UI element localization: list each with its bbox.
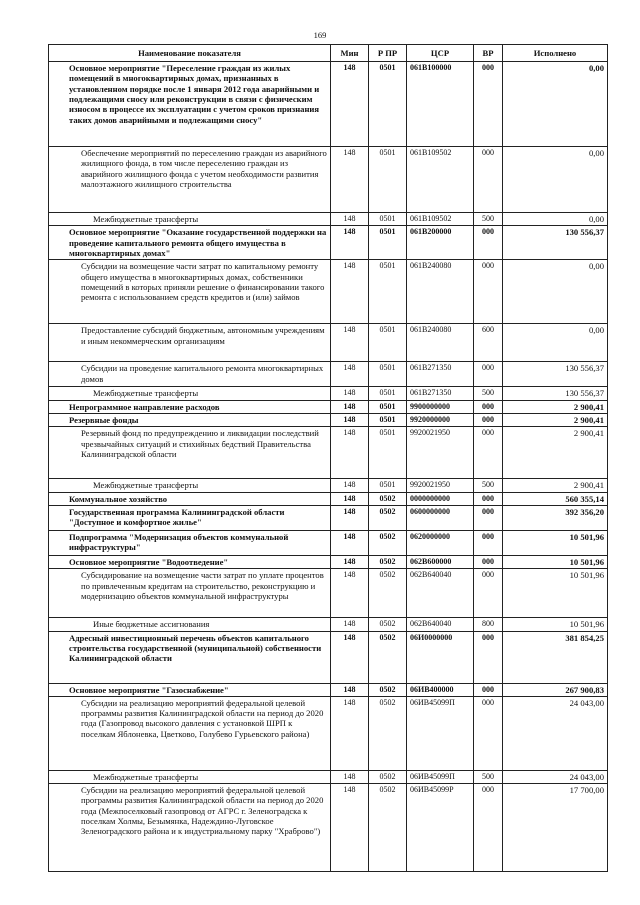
row-min: 148 [331, 555, 369, 568]
row-vr: 000 [474, 362, 503, 387]
row-min: 148 [331, 696, 369, 770]
row-min: 148 [331, 569, 369, 618]
row-rpr: 0502 [369, 683, 407, 696]
row-csr: 061B271350 [407, 362, 474, 387]
row-name: Основное мероприятие "Переселение граждан из жилых помещений в многоквартирных домах, признанных в установленном порядке после 1 января 2012 года аварийными и подлежащими сносу или реконструкции в связи с физическим износом в процессе их эксплуатации с учетом сроков признания таких домов аварийными и подлежащими сносу" [49, 62, 331, 147]
row-vr: 000 [474, 555, 503, 568]
row-csr: 06ИВ400000 [407, 683, 474, 696]
table-header-row [49, 45, 608, 62]
table-row [49, 260, 608, 324]
row-min: 148 [331, 387, 369, 400]
row-rpr: 0502 [369, 618, 407, 631]
row-amount: 130 556,37 [503, 387, 608, 400]
table-row [49, 696, 608, 770]
row-rpr: 0501 [369, 260, 407, 324]
row-min: 148 [331, 492, 369, 505]
table-row [49, 569, 608, 618]
table-row [49, 770, 608, 783]
row-rpr: 0502 [369, 631, 407, 683]
row-rpr: 0501 [369, 324, 407, 362]
header-vr: ВР [474, 45, 503, 62]
row-rpr: 0501 [369, 226, 407, 260]
row-min: 148 [331, 479, 369, 492]
row-amount: 0,00 [503, 324, 608, 362]
row-csr: 062B640040 [407, 618, 474, 631]
row-min: 148 [331, 770, 369, 783]
row-min: 148 [331, 260, 369, 324]
row-name: Государственная программа Калининградской области "Доступное и комфортное жилье" [49, 505, 331, 530]
row-csr: 9920000000 [407, 413, 474, 426]
row-amount: 24 043,00 [503, 696, 608, 770]
row-min: 148 [331, 213, 369, 226]
row-min: 148 [331, 324, 369, 362]
row-amount: 130 556,37 [503, 226, 608, 260]
table-row [49, 213, 608, 226]
row-amount: 10 501,96 [503, 530, 608, 555]
table-row [49, 226, 608, 260]
row-csr: 061B271350 [407, 387, 474, 400]
row-vr: 800 [474, 618, 503, 631]
row-csr: 9900000000 [407, 400, 474, 413]
header-min: Мин [331, 45, 369, 62]
row-rpr: 0502 [369, 505, 407, 530]
row-csr: 061B240080 [407, 260, 474, 324]
table-row [49, 62, 608, 147]
header-amount: Исполнено [503, 45, 608, 62]
row-amount: 560 355,14 [503, 492, 608, 505]
row-amount: 10 501,96 [503, 618, 608, 631]
row-rpr: 0501 [369, 362, 407, 387]
row-min: 148 [331, 362, 369, 387]
row-name: Адресный инвестиционный перечень объектов капитального строительства государственной (муниципальной) собственности Калининградской области [49, 631, 331, 683]
row-vr: 000 [474, 427, 503, 479]
row-min: 148 [331, 530, 369, 555]
row-min: 148 [331, 427, 369, 479]
row-vr: 000 [474, 260, 503, 324]
row-amount: 10 501,96 [503, 569, 608, 618]
row-min: 148 [331, 413, 369, 426]
row-csr: 06ИВ45099П [407, 696, 474, 770]
row-rpr: 0501 [369, 147, 407, 213]
page-number: 169 [313, 30, 327, 40]
row-min: 148 [331, 683, 369, 696]
row-name: Основное мероприятие "Газоснабжение" [49, 683, 331, 696]
row-name: Коммунальное хозяйство [49, 492, 331, 505]
row-name: Подпрограмма "Модернизация объектов коммунальной инфраструктуры" [49, 530, 331, 555]
row-rpr: 0502 [369, 696, 407, 770]
row-amount: 2 900,41 [503, 400, 608, 413]
row-vr: 000 [474, 530, 503, 555]
row-amount: 2 900,41 [503, 427, 608, 479]
row-name: Субсидирование на возмещение части затрат по уплате процентов по привлеченным кредитам на строительство, реконструкцию и модернизацию объектов коммунальной инфраструктуры [49, 569, 331, 618]
row-rpr: 0502 [369, 569, 407, 618]
row-csr: 0620000000 [407, 530, 474, 555]
row-min: 148 [331, 400, 369, 413]
header-name: Наименование показателя [49, 45, 331, 62]
table-row [49, 784, 608, 872]
row-amount: 0,00 [503, 260, 608, 324]
row-csr: 0600000000 [407, 505, 474, 530]
row-amount: 130 556,37 [503, 362, 608, 387]
table-row [49, 492, 608, 505]
row-rpr: 0501 [369, 400, 407, 413]
table-body [49, 62, 608, 872]
row-name: Основное мероприятие "Оказание государственной поддержки на проведение капитального ремонта общего имущества в многоквартирных домах" [49, 226, 331, 260]
row-name: Межбюджетные трансферты [49, 387, 331, 400]
row-amount: 24 043,00 [503, 770, 608, 783]
row-csr: 06ИВ45099Р [407, 784, 474, 872]
row-csr: 0000000000 [407, 492, 474, 505]
row-csr: 061B200000 [407, 226, 474, 260]
row-vr: 500 [474, 387, 503, 400]
budget-table [48, 44, 608, 872]
table-row [49, 505, 608, 530]
row-vr: 000 [474, 492, 503, 505]
row-amount: 2 900,41 [503, 479, 608, 492]
row-vr: 000 [474, 631, 503, 683]
table-row [49, 413, 608, 426]
row-vr: 000 [474, 400, 503, 413]
row-amount: 0,00 [503, 213, 608, 226]
table-row [49, 631, 608, 683]
row-min: 148 [331, 505, 369, 530]
row-amount: 2 900,41 [503, 413, 608, 426]
row-min: 148 [331, 631, 369, 683]
row-vr: 000 [474, 62, 503, 147]
table-row [49, 618, 608, 631]
row-name: Межбюджетные трансферты [49, 479, 331, 492]
table-row [49, 427, 608, 479]
row-vr: 000 [474, 226, 503, 260]
table-row [49, 400, 608, 413]
row-name: Субсидии на реализацию мероприятий федеральной целевой программы развития Калининградской области на период до 2020 года (Газопровод высокого давления с установкой ШРП к поселкам Яблоневка, Цветково, Голубево Гурьевского района) [49, 696, 331, 770]
row-vr: 000 [474, 696, 503, 770]
row-rpr: 0501 [369, 413, 407, 426]
row-rpr: 0501 [369, 62, 407, 147]
table-row [49, 147, 608, 213]
row-vr: 000 [474, 784, 503, 872]
row-name: Непрограммное направление расходов [49, 400, 331, 413]
row-name: Резервные фонды [49, 413, 331, 426]
row-name: Иные бюджетные ассигнования [49, 618, 331, 631]
table-row [49, 324, 608, 362]
row-csr: 06ИВ45099П [407, 770, 474, 783]
table-row [49, 479, 608, 492]
table-row [49, 362, 608, 387]
row-vr: 500 [474, 213, 503, 226]
row-amount: 392 356,20 [503, 505, 608, 530]
header-csr: ЦСР [407, 45, 474, 62]
row-min: 148 [331, 618, 369, 631]
row-name: Субсидии на реализацию мероприятий федеральной целевой программы развития Калининградской области на период до 2020 года (Межпоселковый газопровод от АГРС г. Зеленоградска к поселкам Холмы, Безымянка, Надеждино-Луговское Зеленоградского района и к индустриальному парку "Храброво") [49, 784, 331, 872]
row-min: 148 [331, 62, 369, 147]
row-csr: 9920021950 [407, 479, 474, 492]
row-amount: 0,00 [503, 62, 608, 147]
row-rpr: 0501 [369, 479, 407, 492]
row-vr: 000 [474, 147, 503, 213]
row-name: Межбюджетные трансферты [49, 213, 331, 226]
table-row [49, 530, 608, 555]
row-vr: 000 [474, 413, 503, 426]
row-name: Предоставление субсидий бюджетным, автономным учреждениям и иным некоммерческим организациям [49, 324, 331, 362]
row-min: 148 [331, 147, 369, 213]
row-csr: 061B109502 [407, 147, 474, 213]
row-name: Резервный фонд по предупреждению и ликвидации последствий чрезвычайных ситуаций и стихийных бедствий Правительства Калининградской области [49, 427, 331, 479]
row-csr: 061B109502 [407, 213, 474, 226]
header-rpr: Р ПР [369, 45, 407, 62]
row-csr: 06И0000000 [407, 631, 474, 683]
table-row [49, 387, 608, 400]
row-vr: 600 [474, 324, 503, 362]
row-rpr: 0501 [369, 427, 407, 479]
row-csr: 062B600000 [407, 555, 474, 568]
row-name: Субсидии на проведение капитального ремонта многоквартирных домов [49, 362, 331, 387]
row-vr: 000 [474, 683, 503, 696]
row-vr: 000 [474, 569, 503, 618]
row-name: Субсидии на возмещение части затрат по капитальному ремонту общего имущества в многоквартирных домах, собственники помещений в которых приняли решение о финансировании такого ремонта с использованием средств кредитов и (или) займов [49, 260, 331, 324]
row-rpr: 0501 [369, 213, 407, 226]
row-amount: 0,00 [503, 147, 608, 213]
row-csr: 062B640040 [407, 569, 474, 618]
row-name: Основное мероприятие "Водоотведение" [49, 555, 331, 568]
row-vr: 000 [474, 505, 503, 530]
row-rpr: 0502 [369, 784, 407, 872]
row-amount: 17 700,00 [503, 784, 608, 872]
row-vr: 500 [474, 479, 503, 492]
row-rpr: 0502 [369, 492, 407, 505]
row-rpr: 0501 [369, 387, 407, 400]
row-csr: 061B100000 [407, 62, 474, 147]
row-amount: 267 900,83 [503, 683, 608, 696]
row-amount: 10 501,96 [503, 555, 608, 568]
row-min: 148 [331, 784, 369, 872]
row-rpr: 0502 [369, 555, 407, 568]
row-csr: 061B240080 [407, 324, 474, 362]
row-min: 148 [331, 226, 369, 260]
row-rpr: 0502 [369, 530, 407, 555]
row-amount: 381 854,25 [503, 631, 608, 683]
row-name: Межбюджетные трансферты [49, 770, 331, 783]
row-rpr: 0502 [369, 770, 407, 783]
row-name: Обеспечение мероприятий по переселению граждан из аварийного жилищного фонда, в том числе переселению граждан из аварийного жилищного фонда с учетом необходимости развития малоэтажного жилищного строительства [49, 147, 331, 213]
table-row [49, 555, 608, 568]
table-row [49, 683, 608, 696]
row-csr: 9920021950 [407, 427, 474, 479]
row-vr: 500 [474, 770, 503, 783]
